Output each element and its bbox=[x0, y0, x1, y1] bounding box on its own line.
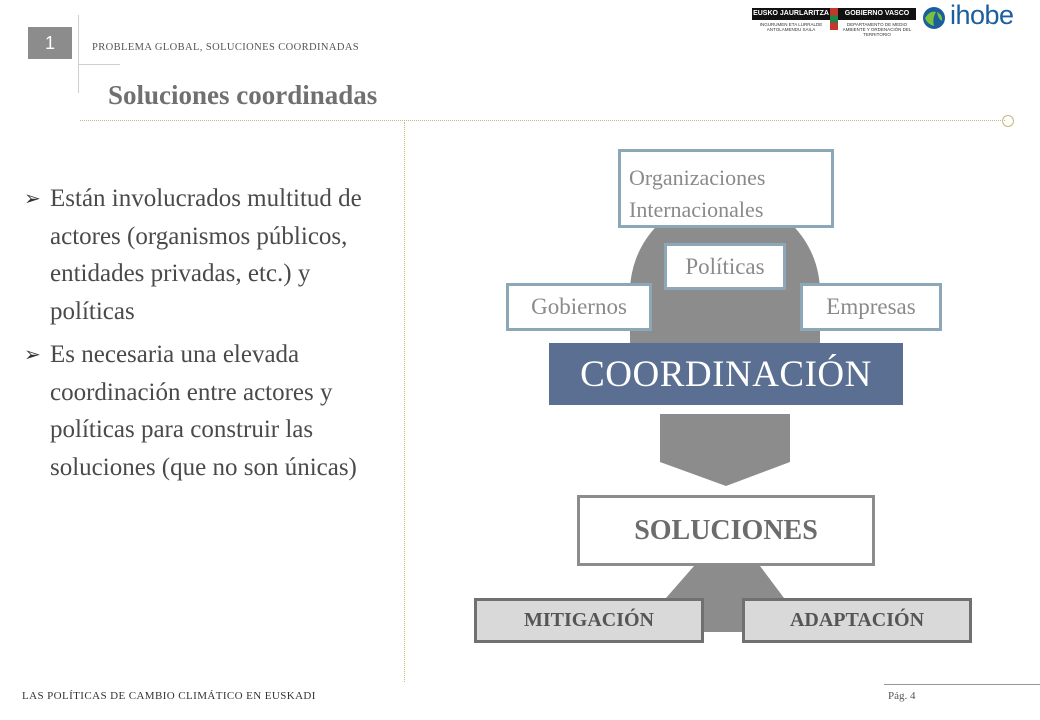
header-horizontal-rule bbox=[78, 64, 120, 65]
bullet-text: Es necesaria una elevada coordinación entre actores y políticas para construir las soluciones (que no son únicas) bbox=[50, 341, 357, 481]
page-number: Pág. 4 bbox=[888, 690, 916, 702]
gobiernos-box bbox=[506, 283, 652, 331]
gov-logo-left-subtext: INGURUMEN ETA LURRALDE ANTOLAMENDU SAILA bbox=[759, 22, 823, 32]
mitigacion-label: MITIGACIÓN bbox=[523, 609, 654, 631]
empresas-box bbox=[800, 283, 942, 331]
organizaciones-label-line1: Organizaciones bbox=[629, 165, 766, 190]
organizaciones-internacionales-box bbox=[618, 149, 834, 228]
bullet-list bbox=[22, 180, 392, 492]
gobiernos-label: Gobiernos bbox=[531, 294, 627, 319]
gov-logo-left-text: EUSKO JAURLARITZA bbox=[752, 8, 830, 20]
coordinacion-box bbox=[549, 343, 903, 405]
ihobe-wordmark: ihobe bbox=[950, 0, 1014, 30]
politicas-box bbox=[664, 243, 786, 290]
arrow-bullet-icon: ➢ bbox=[24, 186, 41, 210]
adaptacion-box bbox=[742, 598, 972, 643]
header-vertical-rule bbox=[78, 15, 79, 93]
gov-logo-right-text: GOBIERNO VASCO bbox=[838, 8, 916, 20]
coordinacion-label: COORDINACIÓN bbox=[580, 353, 872, 395]
soluciones-box bbox=[577, 495, 875, 566]
gov-logo-right-subtext: DEPARTAMENTO DE MEDIO AMBIENTE Y ORDENACIÓN DEL TERRITORIO bbox=[842, 22, 912, 37]
section-label: PROBLEMA GLOBAL, SOLUCIONES COORDINADAS bbox=[92, 42, 360, 53]
empresas-label: Empresas bbox=[826, 294, 916, 319]
bullet-item bbox=[22, 336, 392, 486]
mitigacion-box bbox=[474, 598, 704, 643]
page-title: Soluciones coordinadas bbox=[108, 80, 378, 110]
basque-crest-icon bbox=[830, 8, 838, 30]
title-divider bbox=[80, 120, 1005, 121]
slide-number-badge: 1 bbox=[28, 27, 72, 59]
footer-rule bbox=[884, 684, 1040, 685]
arrow-bullet-icon: ➢ bbox=[24, 342, 41, 366]
organizaciones-label-line2: Internacionales bbox=[629, 197, 764, 222]
ihobe-logo bbox=[922, 0, 1026, 34]
gobierno-vasco-logo bbox=[752, 8, 916, 38]
ihobe-globe-icon bbox=[922, 6, 946, 30]
soluciones-label: SOLUCIONES bbox=[634, 514, 818, 546]
bullet-text: Están involucrados multitud de actores (organismos públicos, entidades privadas, etc.) y políticas bbox=[50, 185, 362, 325]
bullet-item bbox=[22, 180, 392, 330]
adaptacion-label: ADAPTACIÓN bbox=[789, 609, 925, 631]
down-arrow-shape bbox=[660, 414, 790, 486]
footer-title: LAS POLÍTICAS DE CAMBIO CLIMÁTICO EN EUSKADI bbox=[22, 690, 316, 702]
politicas-label: Políticas bbox=[685, 253, 765, 279]
